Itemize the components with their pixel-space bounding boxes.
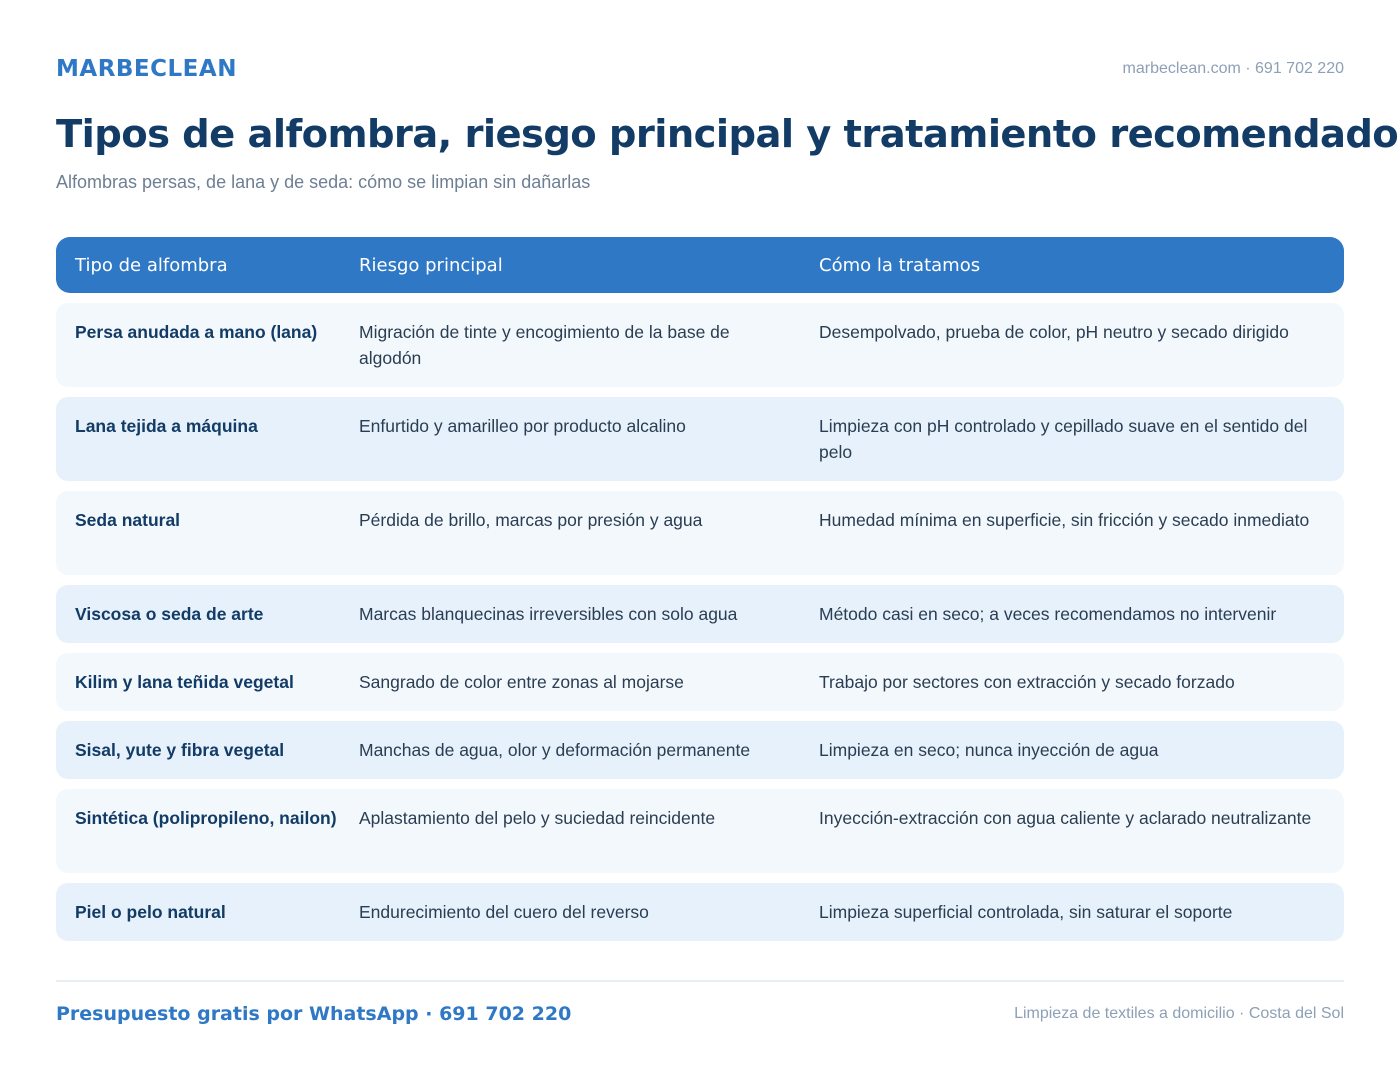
- footer-tagline: Limpieza de textiles a domicilio · Costa del Sol: [1014, 1005, 1344, 1022]
- cell-type: Persa anudada a mano (lana): [75, 322, 318, 342]
- cell-type: Seda natural: [75, 510, 181, 530]
- footer-divider: [56, 980, 1344, 982]
- cell-risk: Endurecimiento del cuero del reverso: [359, 902, 649, 922]
- cell-treatment: Inyección-extracción con agua caliente y aclarado neutralizante: [819, 808, 1312, 828]
- top-bar: [56, 52, 1344, 86]
- brand-logo[interactable]: MARBECLEAN: [56, 56, 237, 82]
- cell-treatment: Limpieza en seco; nunca inyección de agua: [819, 740, 1159, 760]
- cell-treatment: Método casi en seco; a veces recomendamos no intervenir: [819, 604, 1277, 624]
- page-title: Tipos de alfombra, riesgo principal y tratamiento recomendado: [56, 112, 1399, 157]
- footer: [56, 998, 1344, 1030]
- cell-type: Kilim y lana teñida vegetal: [75, 672, 294, 692]
- table-row: [56, 397, 1344, 481]
- cell-treatment: Limpieza superficial controlada, sin saturar el soporte: [819, 902, 1233, 922]
- column-header-type: Tipo de alfombra: [75, 254, 228, 276]
- table-row: [56, 653, 1344, 711]
- column-header-treatment: Cómo la tratamos: [819, 254, 981, 276]
- table-row: [56, 585, 1344, 643]
- page-subtitle: Alfombras persas, de lana y de seda: cómo se limpian sin dañarlas: [56, 172, 591, 192]
- cell-type: Lana tejida a máquina: [75, 416, 258, 436]
- cell-risk: Manchas de agua, olor y deformación permanente: [359, 740, 751, 760]
- cell-type: Sisal, yute y fibra vegetal: [75, 740, 285, 760]
- header-contact[interactable]: marbeclean.com · 691 702 220: [1122, 60, 1344, 77]
- table-row: [56, 789, 1344, 873]
- cell-risk: Aplastamiento del pelo y suciedad reincidente: [359, 808, 716, 828]
- cell-risk: Marcas blanquecinas irreversibles con solo agua: [359, 604, 738, 624]
- carpet-table: [56, 237, 1344, 941]
- table-row: [56, 883, 1344, 941]
- cell-treatment: Limpieza con pH controlado y cepillado suave en el sentido del pelo: [819, 416, 1308, 462]
- cell-risk: Enfurtido y amarilleo por producto alcalino: [359, 416, 686, 436]
- cell-treatment: Trabajo por sectores con extracción y secado forzado: [819, 672, 1235, 692]
- cell-type: Piel o pelo natural: [75, 902, 226, 922]
- cell-risk: Pérdida de brillo, marcas por presión y agua: [359, 510, 703, 530]
- cell-treatment: Desempolvado, prueba de color, pH neutro y secado dirigido: [819, 322, 1289, 342]
- table-row: [56, 303, 1344, 387]
- cell-risk: Sangrado de color entre zonas al mojarse: [359, 672, 684, 692]
- cell-type: Viscosa o seda de arte: [75, 604, 264, 624]
- table-header: [56, 237, 1344, 293]
- cell-type: Sintética (polipropileno, nailon): [75, 808, 337, 828]
- table-row: [56, 491, 1344, 575]
- table-row: [56, 721, 1344, 779]
- whatsapp-cta-link[interactable]: Presupuesto gratis por WhatsApp · 691 702 220: [56, 1003, 572, 1025]
- cell-risk: Migración de tinte y encogimiento de la base de algodón: [359, 322, 730, 368]
- cell-treatment: Humedad mínima en superficie, sin fricción y secado inmediato: [819, 510, 1310, 530]
- column-header-risk: Riesgo principal: [359, 254, 503, 276]
